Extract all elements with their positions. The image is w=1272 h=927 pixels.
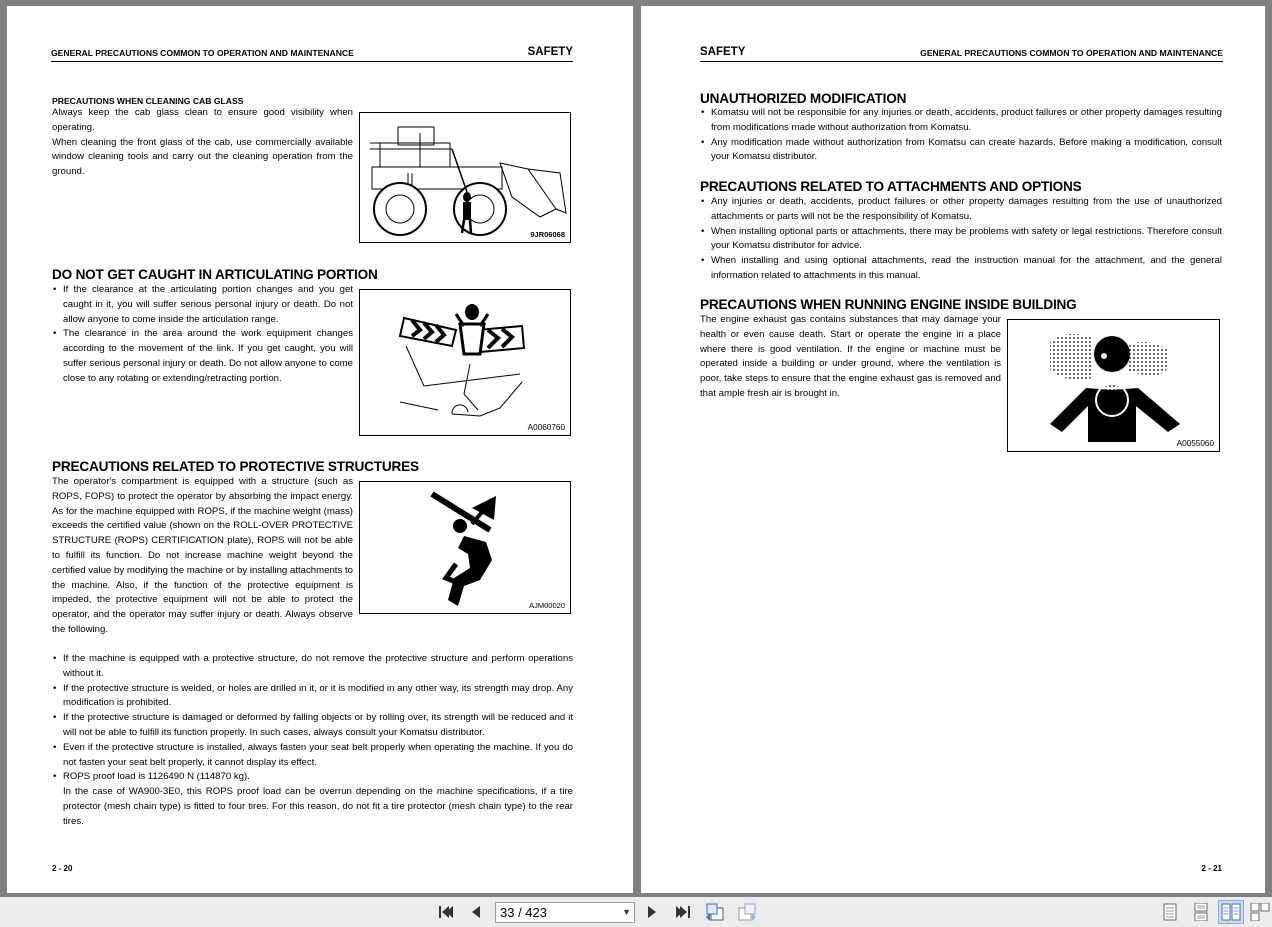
left-page <box>7 6 633 893</box>
figure-code: 9JR06068 <box>530 230 565 239</box>
list-item: • If the machine is equipped with a protective structure, do not remove the protective structure and perform operations without it. <box>52 652 573 682</box>
header-chapter-title: SAFETY <box>527 46 573 58</box>
page-header <box>700 46 1223 62</box>
single-page-view-button[interactable] <box>1157 900 1183 924</box>
list-item: • The clearance in the area around the work equipment changes according to the movement of the link. If you get caught, you will suffer serious personal injury or death. Do not allow anyone to come close to any rotating or extending/retracting portion. <box>52 327 353 386</box>
continuous-facing-view-icon <box>1250 903 1270 921</box>
list-item: • If the clearance at the articulating portion changes and you get caught in it, you will suffer serious personal injury or death. Do not allow anyone to come inside the articulation range. <box>52 283 353 327</box>
continuous-view-button[interactable] <box>1188 900 1214 924</box>
chevron-down-icon[interactable]: ▼ <box>622 907 631 917</box>
go-back-view-button[interactable] <box>702 900 728 924</box>
right-page <box>641 6 1265 893</box>
cab-glass-paragraph-2: When cleaning the front glass of the cab, use commercially available window cleaning tools and carry out the cleaning operation from the ground. <box>52 136 353 178</box>
falling-object-person-illustration <box>360 482 572 615</box>
continuous-facing-view-button[interactable] <box>1250 900 1272 924</box>
attachments-bullets <box>700 195 1222 284</box>
previous-page-button[interactable] <box>463 900 489 924</box>
page-number: 2 - 21 <box>1201 864 1222 873</box>
next-page-button[interactable] <box>639 900 665 924</box>
next-page-icon <box>645 904 659 920</box>
protective-bullets <box>52 652 573 830</box>
list-item: • If the protective structure is damaged or deformed by falling objects or by rolling over, its strength will be reduced and it will not be able to fulfill its function properly. In such cases, always consult your Komatsu distributor. <box>52 711 573 741</box>
facing-pages-view-button[interactable] <box>1218 900 1244 924</box>
attachments-heading: PRECAUTIONS RELATED TO ATTACHMENTS AND OPTIONS <box>700 179 1082 194</box>
engine-building-heading: PRECAUTIONS WHEN RUNNING ENGINE INSIDE BUILDING <box>700 297 1077 312</box>
engine-building-text: The engine exhaust gas contains substances that may damage your health or even cause death. Start or operate the engine in a place where there is good ventilation. If the engine or machine must be operated inside a building or under ground, where the ventilation is poor, take steps to ensure that the engine exhaust gas is removed and that ample fresh air is brought in. <box>700 314 1001 399</box>
first-page-button[interactable] <box>433 900 459 924</box>
list-item: • Even if the protective structure is installed, always fasten your seat belt properly when operating the machine. If you do not fasten your seat belt properly, it cannot display its effect. <box>52 741 573 771</box>
page-number-input[interactable] <box>495 902 635 923</box>
previous-page-icon <box>469 904 483 920</box>
viewer-toolbar <box>0 897 1272 927</box>
last-page-icon <box>674 904 692 920</box>
protective-heading: PRECAUTIONS RELATED TO PROTECTIVE STRUCTURES <box>52 459 419 474</box>
rops-hazard-figure <box>359 481 571 614</box>
facing-pages-view-icon <box>1221 903 1241 921</box>
header-section-title: GENERAL PRECAUTIONS COMMON TO OPERATION AND MAINTENANCE <box>51 48 354 58</box>
first-page-icon <box>437 904 455 920</box>
articulating-bullets <box>52 283 353 387</box>
go-forward-view-button[interactable] <box>734 900 760 924</box>
page-number: 2 - 20 <box>52 864 73 873</box>
cab-glass-text <box>52 106 353 180</box>
list-item: • When installing optional parts or attachments, there may be problems with safety or legal restrictions. Therefore consult your Komatsu distributor for advice. <box>700 225 1222 255</box>
figure-code: A0055060 <box>1176 439 1214 448</box>
articulation-hazard-figure <box>359 289 571 436</box>
wheel-loader-cleaning-figure <box>359 112 571 243</box>
articulation-pinch-illustration <box>360 290 572 437</box>
unauthorized-bullets <box>700 106 1222 165</box>
figure-code: A0060760 <box>527 423 565 432</box>
articulating-heading: DO NOT GET CAUGHT IN ARTICULATING PORTION <box>52 267 378 282</box>
list-item: • Any modification made without authorization from Komatsu can create hazards. Before making a modification, consult your Komatsu distributor. <box>700 136 1222 166</box>
protective-intro: The operator's compartment is equipped with a structure (such as ROPS, FOPS) to protect the operator by absorbing the impact energy. As for the machine equipped with ROPS, if the machine weight (mass) exceeds the certified value (shown on the ROLL-OVER PROTECTIVE STRUCTURE (ROPS) CERTIFICATION plate), ROPS will not be able to fulfill its function. Do not increase machine weight beyond the certified value by modifying the machine or by installing attachments to the machine. Also, if the function of the protective equipment is impeded, the protective equipment will not be able to protect the operator, and the operator may suffer injury or death. Always observe the following. <box>52 476 353 635</box>
cab-glass-heading: PRECAUTIONS WHEN CLEANING CAB GLASS <box>52 96 244 106</box>
last-page-button[interactable] <box>670 900 696 924</box>
header-chapter-title: SAFETY <box>700 46 746 58</box>
wheel-loader-illustration <box>360 113 572 244</box>
unauthorized-heading: UNAUTHORIZED MODIFICATION <box>700 91 907 106</box>
list-item: • When installing and using optional attachments, read the instruction manual for the attachment, and the general information related to attachments in this manual. <box>700 254 1222 284</box>
page-header <box>51 46 573 62</box>
go-back-view-icon <box>704 903 726 921</box>
list-item: • Any injuries or death, accidents, product failures or other property damages resulting from the use of unauthorized attachments or parts will not be the responsibility of Komatsu. <box>700 195 1222 225</box>
go-forward-view-icon <box>736 903 758 921</box>
single-page-view-icon <box>1162 903 1178 921</box>
figure-code: AJM00020 <box>529 601 565 610</box>
list-item: • If the protective structure is welded, or holes are drilled in it, or it is modified in any other way, its strength may drop. Any modification is prohibited. <box>52 682 573 712</box>
list-item: • ROPS proof load is 1126490 N (114870 kg). <box>52 770 573 785</box>
page-display: 33 / 423 <box>500 905 547 920</box>
list-item: • Komatsu will not be responsible for any injuries or death, accidents, product failures or other property damages resulting from modifications made without authorization from Komatsu. <box>700 106 1222 136</box>
continuous-view-icon <box>1193 903 1209 921</box>
exhaust-gas-person-illustration <box>1008 320 1221 453</box>
list-item-continuation: In the case of WA900-3E0, this ROPS proof load can be overrun depending on the machine specifications, if a tire protector (mesh chain type) is fitted to four tires. For this reason, do not fit a tire protector (mesh chain type) to the rear tires. <box>63 786 573 827</box>
cab-glass-paragraph-1: Always keep the cab glass clean to ensure good visibility when operating. <box>52 107 353 133</box>
header-section-title: GENERAL PRECAUTIONS COMMON TO OPERATION AND MAINTENANCE <box>920 48 1223 58</box>
exhaust-gas-figure <box>1007 319 1220 452</box>
